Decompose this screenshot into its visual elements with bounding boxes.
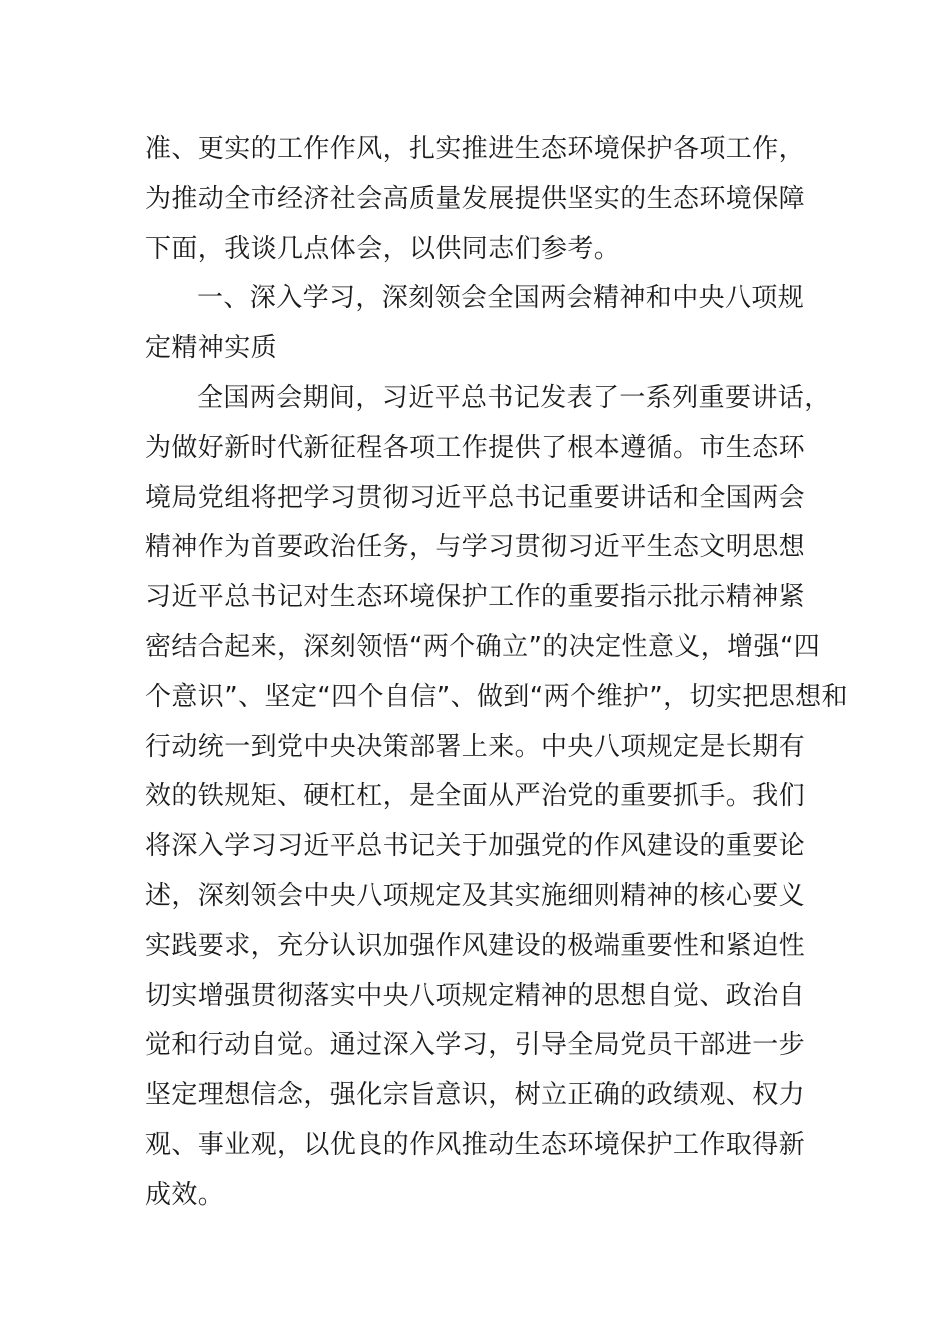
- document-body: [145, 125, 905, 1221]
- text-line: 境局党组将把学习贯彻习近平总书记重要讲话和全国两会: [145, 482, 806, 513]
- text-line: 行动统一到党中央决策部署上来。中央八项规定是长期有: [145, 731, 806, 762]
- text-line: 觉和行动自觉。通过深入学习，引导全局党员干部进一步: [145, 1030, 806, 1061]
- text-line: 密结合起来，深刻领悟“两个确立”的决定性意义，增强“四: [145, 631, 821, 662]
- heading-line: 一、深入学习，深刻领会全国两会精神和中央八项规: [197, 283, 805, 314]
- paragraph-body-1: [145, 374, 905, 1221]
- text-line: 坚定理想信念，强化宗旨意识，树立正确的政绩观、权力: [145, 1080, 806, 1111]
- text-line: 实践要求，充分认识加强作风建设的极端重要性和紧迫性: [145, 930, 806, 961]
- text-line: 为做好新时代新征程各项工作提供了根本遵循。市生态环: [145, 432, 806, 463]
- text-line: 观、事业观，以优良的作风推动生态环境保护工作取得新: [145, 1129, 806, 1160]
- section-heading-1: [145, 274, 905, 374]
- text-line: 个意识”、坚定“四个自信”、做到“两个维护”，切实把思想和: [145, 681, 848, 712]
- text-line: 全国两会期间，习近平总书记发表了一系列重要讲话，: [197, 382, 831, 413]
- text-line: 述，深刻领会中央八项规定及其实施细则精神的核心要义: [145, 880, 806, 911]
- text-line: 准、更实的工作作风，扎实推进生态环境保护各项工作，: [145, 134, 806, 164]
- text-line: 为推动全市经济社会高质量发展提供坚实的生态环境保障: [145, 183, 806, 214]
- text-line: 切实增强贯彻落实中央八项规定精神的思想自觉、政治自: [145, 980, 806, 1011]
- text-line: 精神作为首要政治任务，与学习贯彻习近平生态文明思想: [145, 532, 806, 563]
- text-line: 效的铁规矩、硬杠杠，是全面从严治党的重要抓手。我们: [145, 781, 806, 812]
- text-line: 将深入学习习近平总书记关于加强党的作风建设的重要论: [145, 831, 806, 862]
- text-line: 成效。: [145, 1179, 225, 1210]
- paragraph-intro-continuation: [145, 125, 905, 274]
- heading-line: 定精神实质: [145, 333, 278, 364]
- text-line: 习近平总书记对生态环境保护工作的重要指示批示精神紧: [145, 582, 806, 613]
- text-line: 下面，我谈几点体会，以供同志们参考。: [145, 233, 621, 264]
